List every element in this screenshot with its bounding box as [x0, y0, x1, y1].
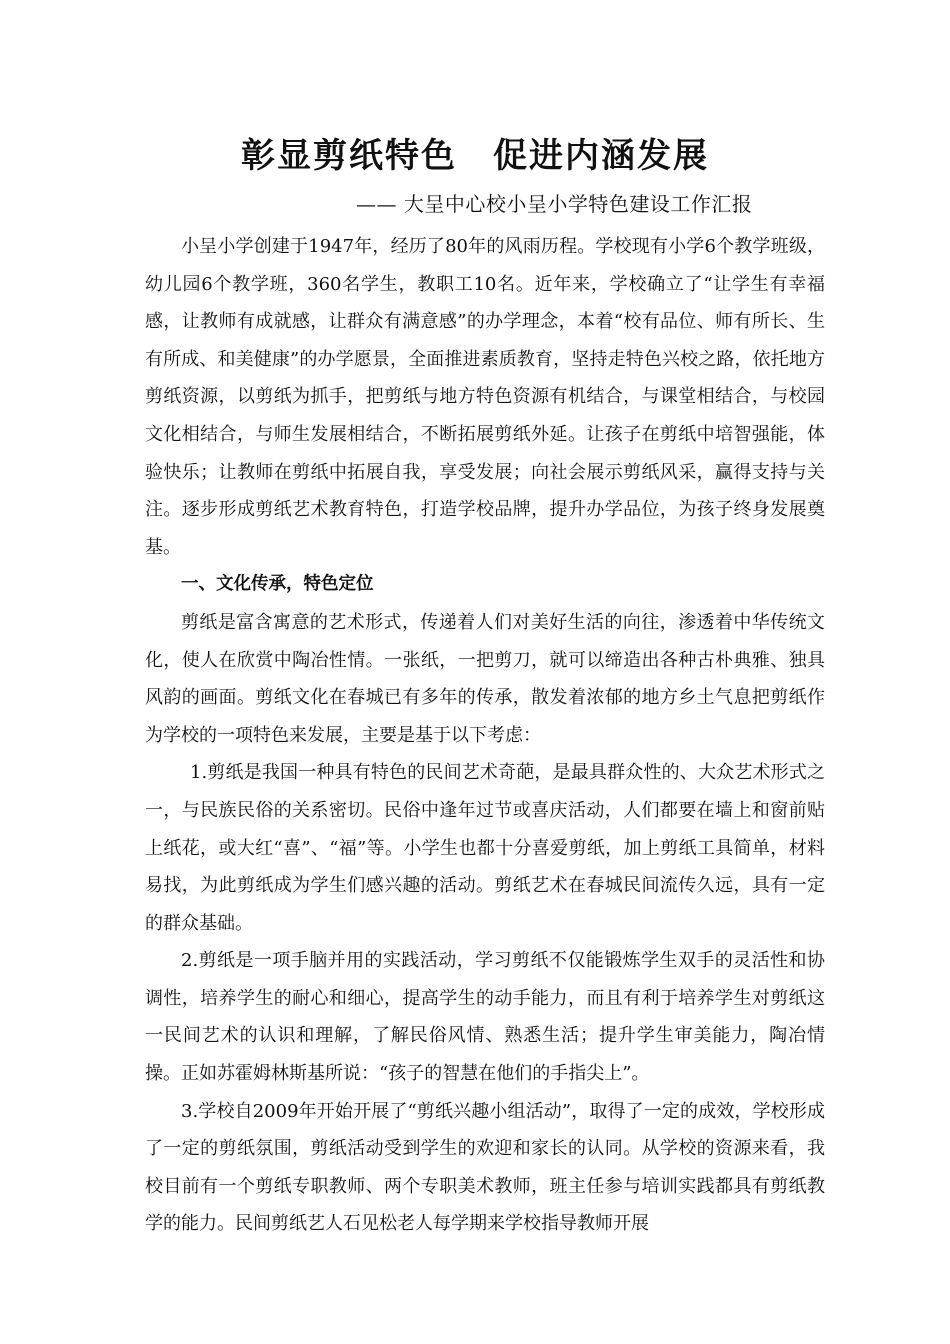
list-item-2: 2.剪纸是一项手脑并用的实践活动，学习剪纸不仅能锻炼学生双手的灵活性和协调性，培养学生的耐心和细心，提高学生的动手能力，而且有利于培养学生对剪纸这一民间艺术的认识和理解，了解民俗风情、熟悉生活；提升学生审美能力，陶冶情操。正如苏霍姆林斯基所说：“孩子的智慧在他们的手指尖上”。 [145, 950, 825, 1085]
document-title: 彰显剪纸特色 促进内涵发展 [241, 136, 709, 176]
document-subtitle: —— 大呈中心校小呈小学特色建设工作汇报 [356, 192, 753, 216]
list-item-1: 1.剪纸是我国一种具有特色的民间艺术奇葩，是最具群众性的、大众艺术形式之一，与民族民俗的关系密切。民俗中逢年过节或喜庆活动，人们都要在墙上和窗前贴上纸花，或大红“喜”、“福”等。小学生也都十分喜爱剪纸，加上剪纸工具简单，材料易找，为此剪纸成为学生们感兴趣的活动。剪纸艺术在春城民间流传久远，具有一定的群众基础。 [145, 762, 825, 934]
section-heading: 一、文化传承，特色定位 [181, 574, 374, 595]
section-paragraph: 剪纸是富含寓意的艺术形式，传递着人们对美好生活的向往，渗透着中华传统文化，使人在欣赏中陶冶性情。一张纸，一把剪刀，就可以缔造出各种古朴典雅、独具风韵的画面。剪纸文化在春城已有多年的传承，散发着浓郁的地方乡土气息把剪纸作为学校的一项特色来发展，主要是基于以下考虑： [145, 611, 825, 746]
list-item-3: 3.学校自2009年开始开展了“剪纸兴趣小组活动”，取得了一定的成效，学校形成了一定的剪纸氛围，剪纸活动受到学生的欢迎和家长的认同。从学校的资源来看，我校目前有一个剪纸专职教师、两个专职美术教师，班主任参与培训实践都具有剪纸教学的能力。民间剪纸艺人石见松老人每学期来学校指导教师开展 [145, 1100, 825, 1235]
document-body [145, 228, 825, 1243]
intro-paragraph: 小呈小学创建于1947年，经历了80年的风雨历程。学校现有小学6个教学班级，幼儿园6个教学班，360名学生，教职工10名。近年来，学校确立了“让学生有幸福感，让教师有成就感，让群众有满意感”的办学理念，本着“校有品位、师有所长、生有所成、和美健康”的办学愿景，全面推进素质教育，坚持走特色兴校之路，依托地方剪纸资源，以剪纸为抓手，把剪纸与地方特色资源有机结合，与课堂相结合，与校园文化相结合，与师生发展相结合，不断拓展剪纸外延。让孩子在剪纸中培智强能，体验快乐；让教师在剪纸中拓展自我，享受发展；向社会展示剪纸风采，赢得支持与关注。逐步形成剪纸艺术教育特色，打造学校品牌，提升办学品位，为孩子终身发展奠基。 [145, 236, 825, 558]
